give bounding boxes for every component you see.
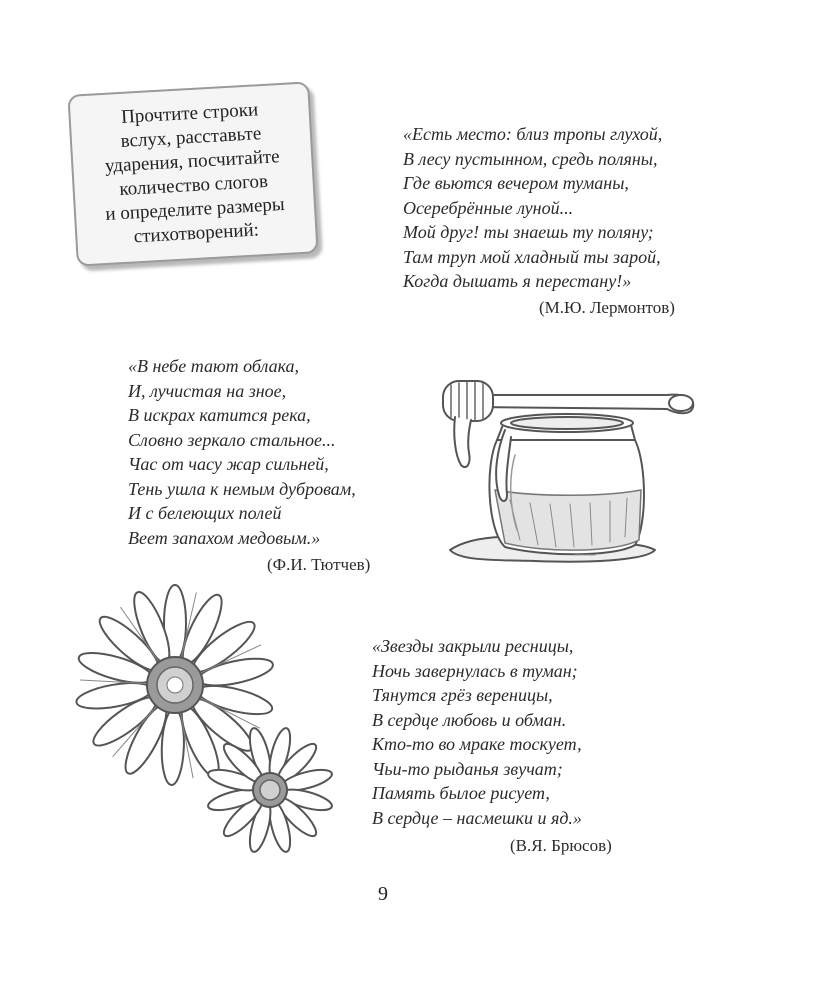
poem-line: В лесу пустынном, средь поляны, bbox=[403, 148, 658, 169]
poem-author-bryusov: (В.Я. Брюсов) bbox=[510, 836, 612, 855]
poem-tyutchev bbox=[128, 354, 356, 550]
poem-line: Мой друг! ты знаешь ту поляну; bbox=[403, 222, 654, 242]
poem-line: Тень ушла к немым дубровам, bbox=[128, 478, 356, 499]
poem-line: И, лучистая на зное, bbox=[128, 380, 287, 401]
honey-jar-icon bbox=[435, 365, 705, 575]
poem-line: В сердце – насмешки и яд.» bbox=[372, 807, 582, 828]
poem-line: Память былое рисует, bbox=[372, 783, 550, 803]
poem-line: Осеребрённые луной... bbox=[403, 197, 574, 218]
poem-author-lermontov: (М.Ю. Лермонтов) bbox=[539, 298, 675, 317]
instruction-card bbox=[67, 81, 318, 266]
poem-bryusov bbox=[372, 634, 582, 830]
poem-line: Час от часу жар сильней, bbox=[128, 454, 329, 474]
poem-line: «В небе тают облака, bbox=[128, 356, 300, 376]
daisy-icon bbox=[60, 580, 350, 870]
poem-line: Тянутся грёз вереницы, bbox=[372, 685, 553, 705]
page-number: 9 bbox=[378, 883, 388, 905]
poem-line: «Звезды закрыли ресницы, bbox=[372, 636, 574, 656]
poem-line: Кто-то во мраке тоскует, bbox=[372, 734, 582, 754]
poem-line: Где вьются вечером туманы, bbox=[403, 173, 629, 193]
poem-line: Ночь завернулась в туман; bbox=[372, 660, 578, 681]
poem-line: Словно зеркало стальное... bbox=[128, 429, 336, 450]
poem-line: «Есть место: близ тропы глухой, bbox=[403, 124, 663, 144]
poem-line: Чьи-то рыданья звучат; bbox=[372, 758, 563, 779]
poem-line: В сердце любовь и обман. bbox=[372, 709, 567, 730]
instruction-text: Прочтите строки вслух, расставьте ударения, посчитайте количество слогов и определите размеры стихотворений: bbox=[104, 99, 286, 248]
poem-line: И с белеющих полей bbox=[128, 503, 282, 523]
poem-author-tyutchev: (Ф.И. Тютчев) bbox=[267, 555, 371, 574]
poem-lermontov bbox=[403, 122, 662, 294]
poem-line: Там труп мой хладный ты зарой, bbox=[403, 246, 661, 267]
poem-line: В искрах катится река, bbox=[128, 405, 311, 425]
poem-line: Веет запахом медовым.» bbox=[128, 527, 321, 548]
poem-line: Когда дышать я перестану!» bbox=[403, 271, 632, 291]
